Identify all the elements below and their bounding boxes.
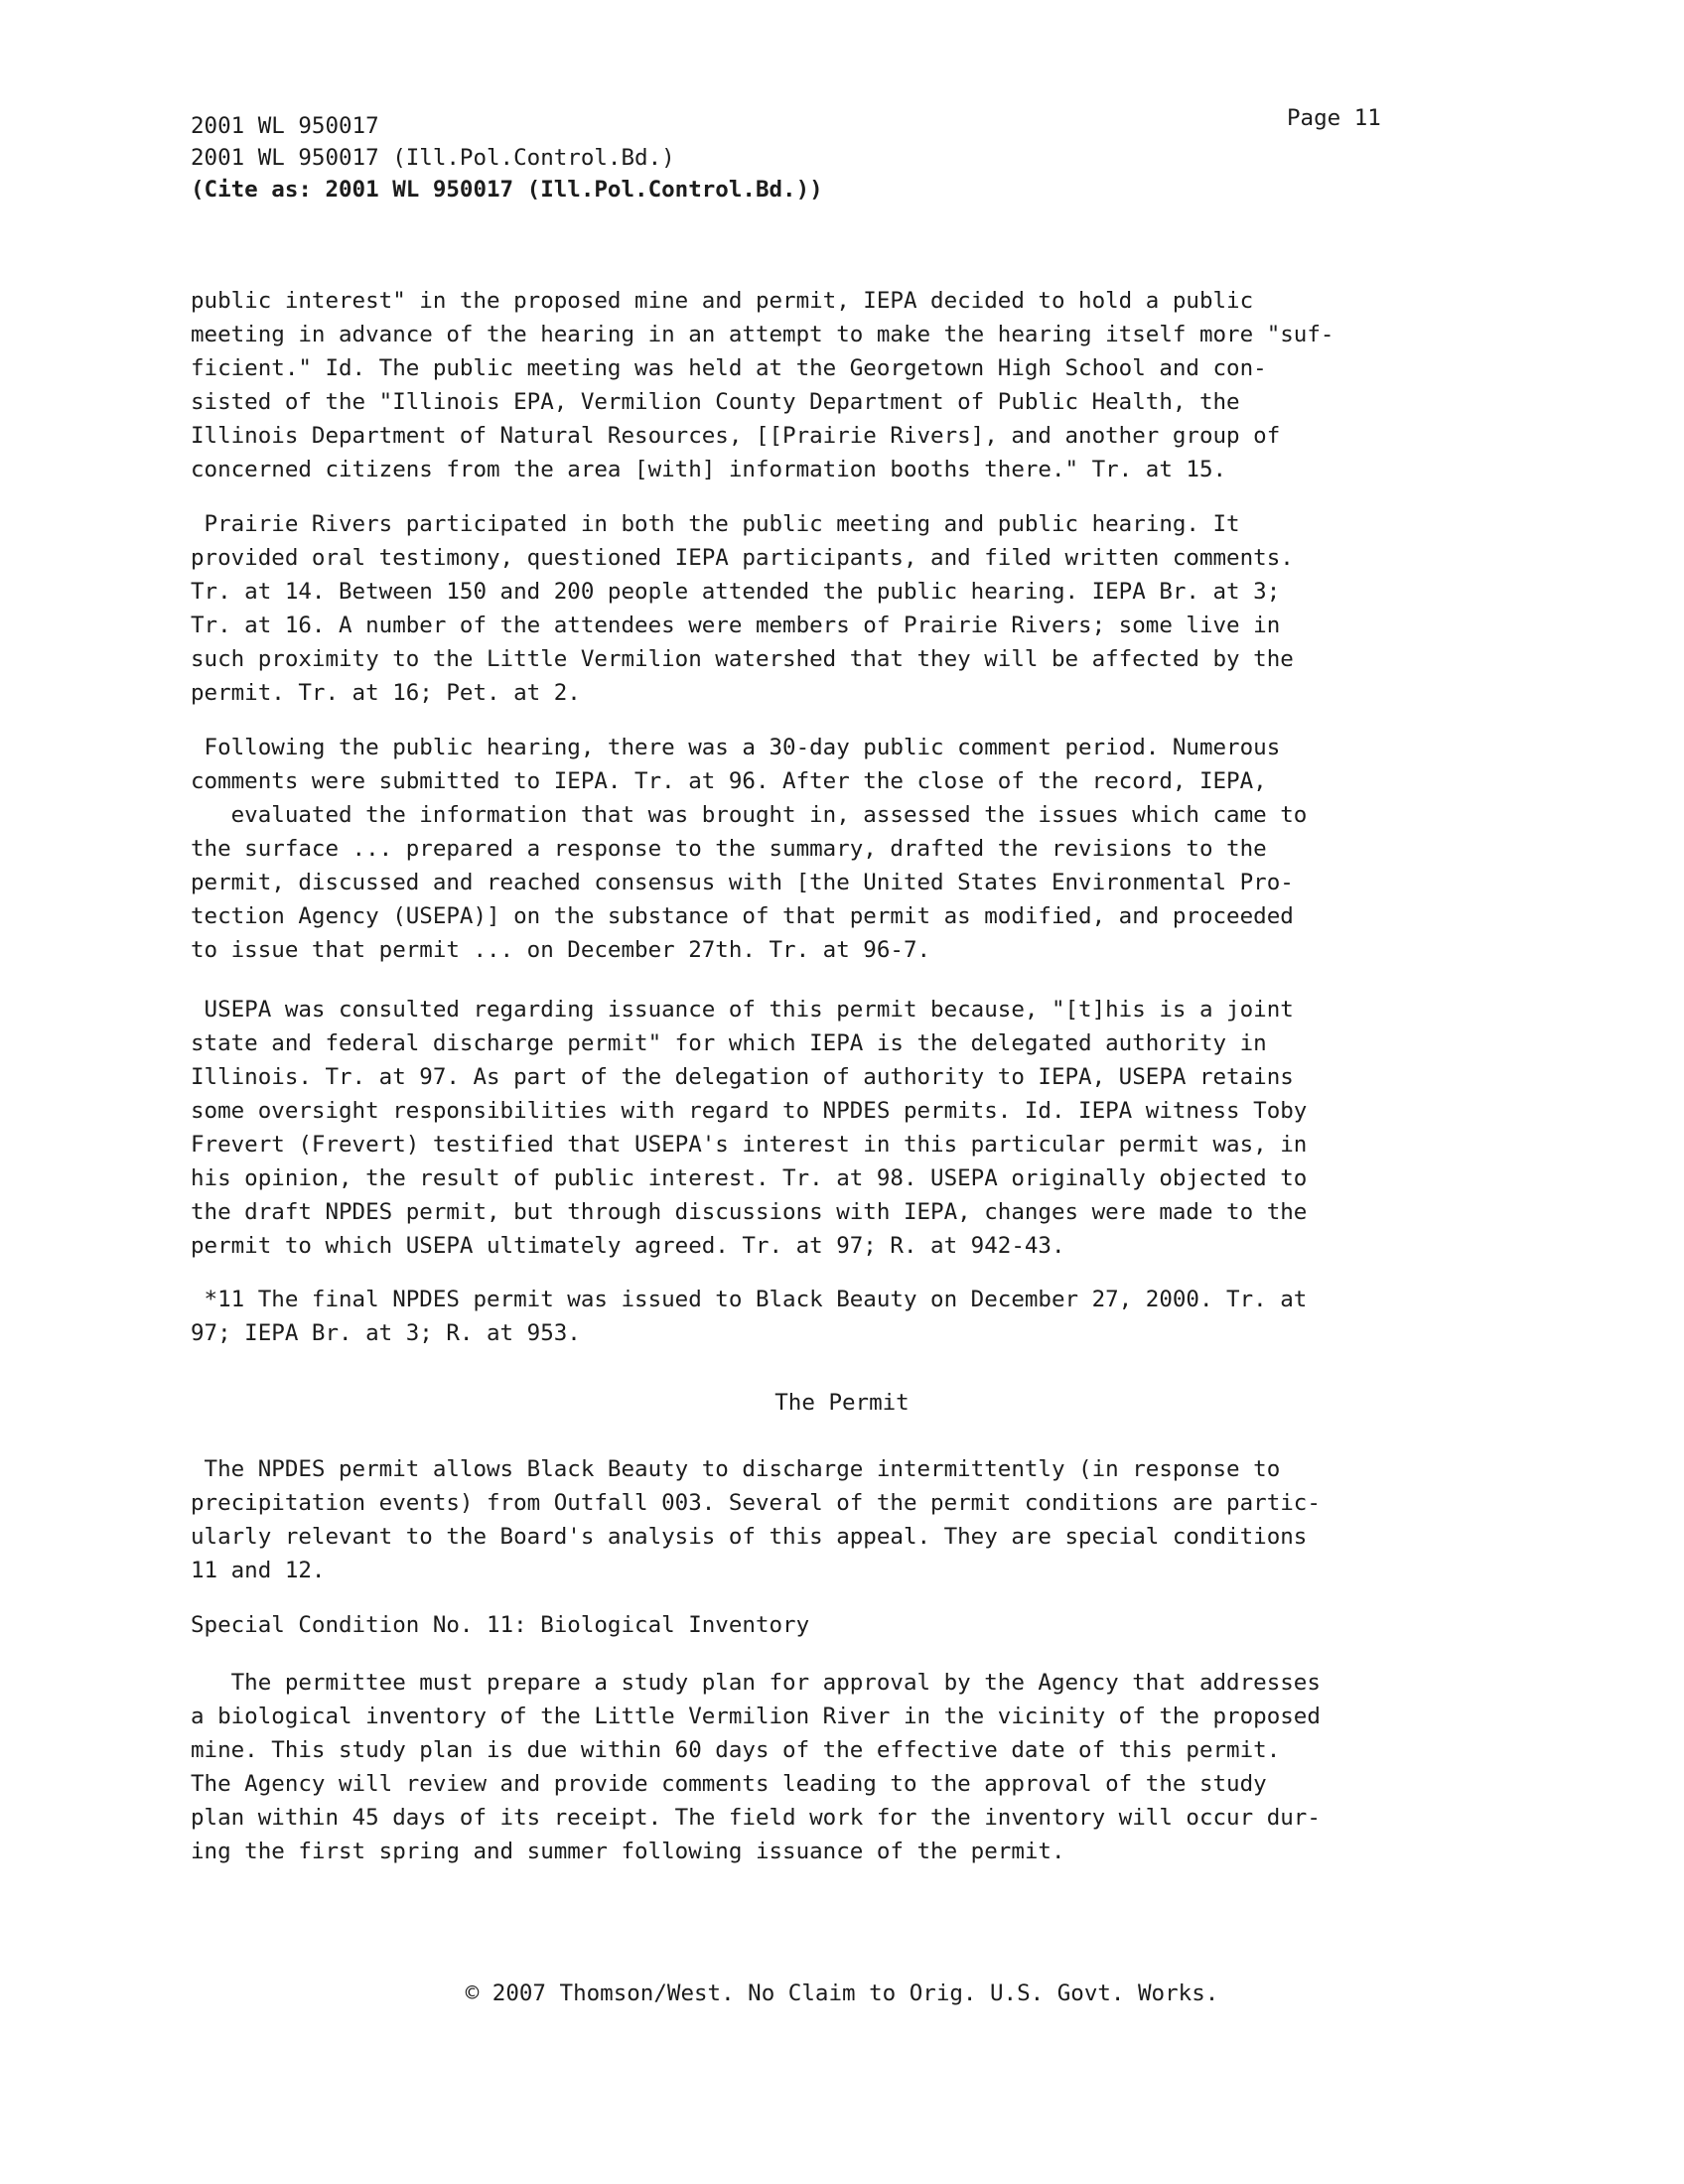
text-line: Illinois Department of Natural Resources, [[Prairie Rivers], and another group of bbox=[191, 423, 1281, 449]
page-number: Page 11 bbox=[1287, 105, 1381, 131]
text-line: mine. This study plan is due within 60 days of the effective date of this permit. bbox=[191, 1737, 1281, 1763]
text-line: comments were submitted to IEPA. Tr. at 96. After the close of the record, IEPA, bbox=[191, 768, 1267, 794]
paragraph-usepa bbox=[191, 993, 1511, 1263]
text-line: permit, discussed and reached consensus with [the United States Environmental Pro- bbox=[191, 870, 1294, 895]
text-line: tection Agency (USEPA)] on the substance of that permit as modified, and proceeded bbox=[191, 903, 1294, 929]
text-line: the surface ... prepared a response to the summary, drafted the revisions to the bbox=[191, 836, 1267, 862]
text-line: permit to which USEPA ultimately agreed. Tr. at 97; R. at 942-43. bbox=[191, 1233, 1065, 1259]
text-line: his opinion, the result of public interest. Tr. at 98. USEPA originally objected to bbox=[191, 1165, 1308, 1191]
text-line: public interest" in the proposed mine and permit, IEPA decided to hold a public bbox=[191, 288, 1254, 314]
citation-line-1: 2001 WL 950017 bbox=[191, 113, 379, 139]
text-line: *11 The final NPDES permit was issued to Black Beauty on December 27, 2000. Tr. at bbox=[191, 1287, 1308, 1312]
copyright-footer: © 2007 Thomson/West. No Claim to Orig. U.S. Govt. Works. bbox=[465, 1980, 1219, 2006]
text-line: some oversight responsibilities with regard to NPDES permits. Id. IEPA witness Toby bbox=[191, 1098, 1308, 1124]
special-condition-heading bbox=[191, 1608, 1511, 1642]
text-line: ficient." Id. The public meeting was held at the Georgetown High School and con- bbox=[191, 355, 1267, 381]
text-line: the draft NPDES permit, but through discussions with IEPA, changes were made to the bbox=[191, 1199, 1308, 1225]
text-line: 97; IEPA Br. at 3; R. at 953. bbox=[191, 1320, 581, 1346]
text-line: permit. Tr. at 16; Pet. at 2. bbox=[191, 680, 581, 706]
text-line: meeting in advance of the hearing in an attempt to make the hearing itself more "suf- bbox=[191, 322, 1334, 347]
text-line: sisted of the "Illinois EPA, Vermilion County Department of Public Health, the bbox=[191, 389, 1240, 415]
text-line: ularly relevant to the Board's analysis of this appeal. They are special conditions bbox=[191, 1524, 1308, 1550]
text-line: Tr. at 16. A number of the attendees were members of Prairie Rivers; some live in bbox=[191, 613, 1281, 638]
paragraph-comment-period bbox=[191, 731, 1511, 967]
text-line: to issue that permit ... on December 27th. Tr. at 96-7. bbox=[191, 937, 931, 963]
text-line: Following the public hearing, there was a 30-day public comment period. Numerous bbox=[191, 735, 1281, 760]
text-line: Frevert (Frevert) testified that USEPA's interest in this particular permit was, in bbox=[191, 1132, 1308, 1158]
text-line: Special Condition No. 11: Biological Inventory bbox=[191, 1612, 810, 1638]
text-line: ing the first spring and summer following issuance of the permit. bbox=[191, 1839, 1065, 1864]
paragraph-final-permit bbox=[191, 1283, 1511, 1350]
text-line: state and federal discharge permit" for which IEPA is the delegated authority in bbox=[191, 1030, 1267, 1056]
text-line: The NPDES permit allows Black Beauty to discharge intermittently (in response to bbox=[191, 1456, 1281, 1482]
text-line: Tr. at 14. Between 150 and 200 people attended the public hearing. IEPA Br. at 3; bbox=[191, 579, 1281, 605]
text-line: provided oral testimony, questioned IEPA participants, and filed written comments. bbox=[191, 545, 1294, 571]
text-line: The Agency will review and provide comments leading to the approval of the study bbox=[191, 1771, 1267, 1797]
text-line: such proximity to the Little Vermilion watershed that they will be affected by the bbox=[191, 646, 1294, 672]
text-line: Illinois. Tr. at 97. As part of the delegation of authority to IEPA, USEPA retains bbox=[191, 1064, 1294, 1090]
text-line: Prairie Rivers participated in both the public meeting and public hearing. It bbox=[191, 511, 1240, 537]
paragraph-special-condition-11 bbox=[191, 1666, 1511, 1868]
paragraph-public-meeting bbox=[191, 284, 1511, 486]
cite-as-line: (Cite as: 2001 WL 950017 (Ill.Pol.Control.Bd.)) bbox=[191, 177, 823, 203]
text-line: a biological inventory of the Little Vermilion River in the vicinity of the proposed bbox=[191, 1704, 1321, 1729]
paragraph-npdes-permit bbox=[191, 1452, 1511, 1587]
text-line: The permittee must prepare a study plan for approval by the Agency that addresses bbox=[191, 1670, 1321, 1696]
text-line: plan within 45 days of its receipt. The field work for the inventory will occur dur- bbox=[191, 1805, 1321, 1831]
section-heading: The Permit bbox=[774, 1390, 910, 1416]
text-line: 11 and 12. bbox=[191, 1558, 326, 1583]
text-line: evaluated the information that was brought in, assessed the issues which came to bbox=[191, 802, 1308, 828]
text-line: precipitation events) from Outfall 003. Several of the permit conditions are partic- bbox=[191, 1490, 1321, 1516]
citation-line-2: 2001 WL 950017 (Ill.Pol.Control.Bd.) bbox=[191, 145, 675, 171]
text-line: concerned citizens from the area [with] information booths there." Tr. at 15. bbox=[191, 457, 1227, 482]
text-line: USEPA was consulted regarding issuance of this permit because, "[t]his is a joint bbox=[191, 997, 1294, 1023]
paragraph-prairie-rivers bbox=[191, 507, 1511, 710]
